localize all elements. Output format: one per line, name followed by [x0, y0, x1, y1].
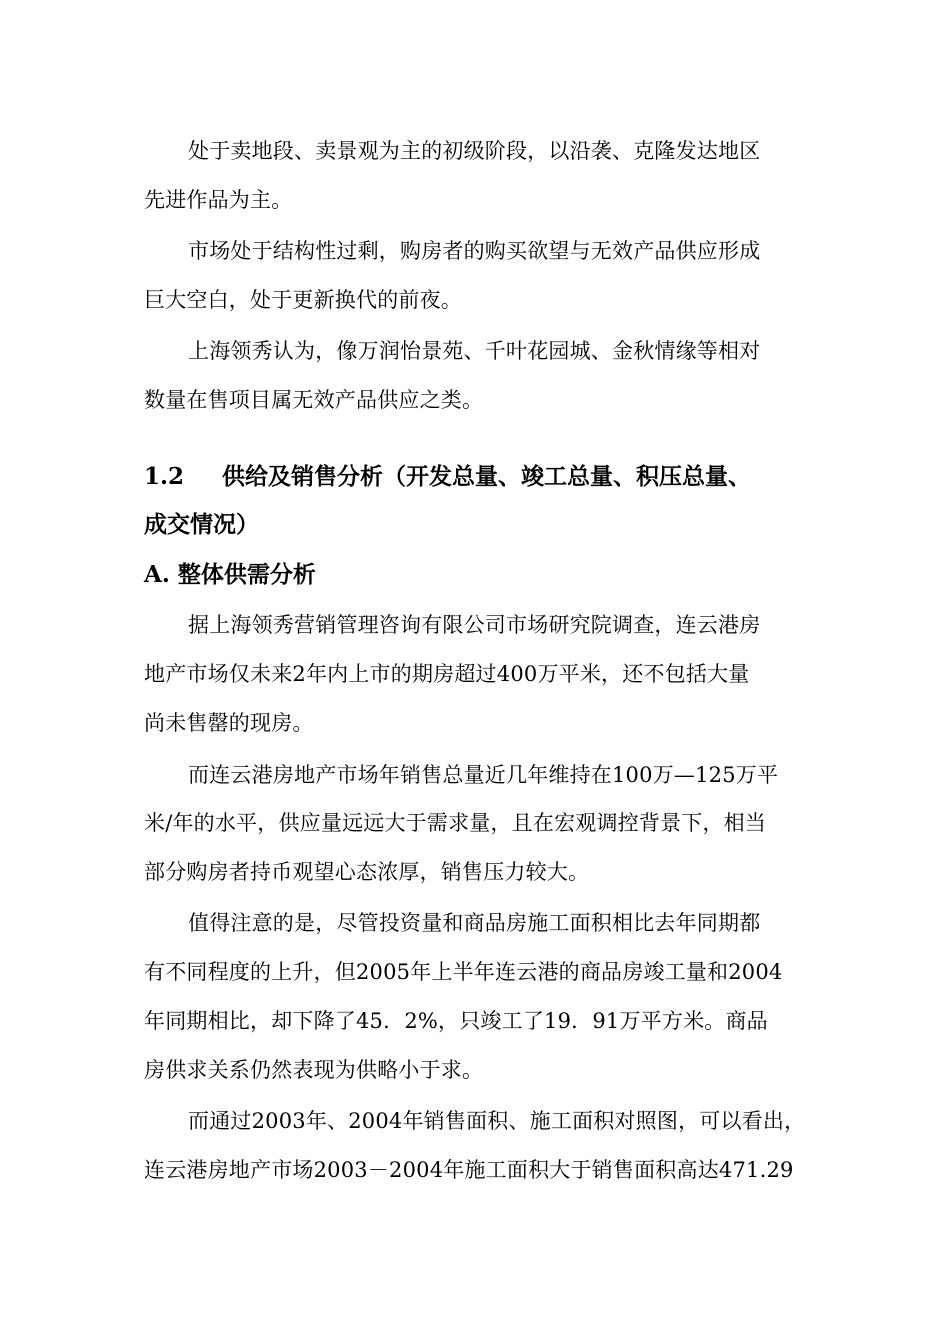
- paragraph-line: 房供求关系仍然表现为供略小于求。: [144, 1058, 484, 1082]
- section-heading: [144, 460, 751, 494]
- section-number: 1.2: [144, 463, 185, 490]
- paragraph-line: 米/年的水平，供应量远远大于需求量，且在宏观调控背景下，相当: [144, 811, 767, 835]
- section-heading-continued: [144, 508, 259, 542]
- paragraph-line: 地产市场仅未来2年内上市的期房超过400万平米，还不包括大量: [144, 662, 750, 686]
- paragraph-line: 数量在售项目属无效产品供应之类。: [144, 388, 484, 412]
- subsection-heading: A. 整体供需分析: [144, 561, 316, 588]
- paragraph-line: 连云港房地产市场2003－2004年施工面积大于销售面积高达471.29: [144, 1158, 794, 1182]
- paragraph-line: 处于卖地段、卖景观为主的初级阶段，以沿袭、克隆发达地区: [188, 139, 761, 163]
- paragraph-line: 部分购房者持币观望心态浓厚，销售压力较大。: [144, 860, 590, 884]
- paragraph-line: 尚未售罄的现房。: [144, 711, 314, 735]
- paragraph-line: 年同期相比，却下降了45．2%，只竣工了19．91万平方米。商品: [144, 1009, 768, 1033]
- paragraph-line: 先进作品为主。: [144, 188, 293, 212]
- paragraph-line: 值得注意的是，尽管投资量和商品房施工面积相比去年同期都: [188, 911, 761, 935]
- paragraph-line: 有不同程度的上升，但2005年上半年连云港的商品房竣工量和2004: [144, 960, 783, 984]
- paragraph-line: 而通过2003年、2004年销售面积、施工面积对照图，可以看出，: [188, 1109, 806, 1133]
- paragraph-line: 而连云港房地产市场年销售总量近几年维持在100万—125万平: [188, 763, 779, 787]
- paragraph-line: 巨大空白，处于更新换代的前夜。: [144, 288, 462, 312]
- paragraph-line: 市场处于结构性过剩，购房者的购买欲望与无效产品供应形成: [188, 239, 761, 263]
- section-title-line-1: 供给及销售分析（开发总量、竣工总量、积压总量、: [222, 463, 751, 490]
- paragraph-line: 据上海领秀营销管理咨询有限公司市场研究院调查，连云港房: [188, 613, 761, 637]
- section-title-line-2: 成交情况）: [144, 511, 259, 538]
- paragraph-line: 上海领秀认为，像万润怡景苑、千叶花园城、金秋情缘等相对: [188, 339, 761, 363]
